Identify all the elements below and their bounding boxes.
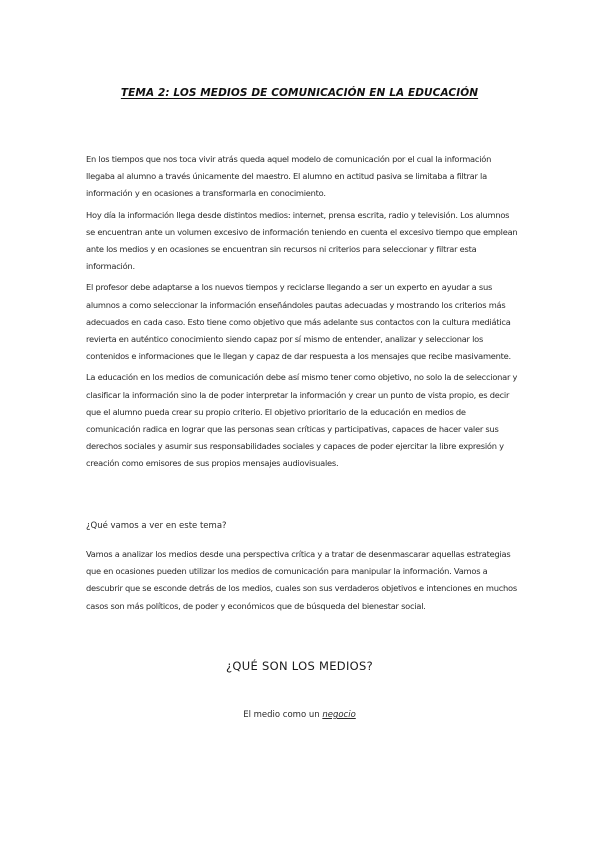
paragraph-2: Hoy día la información llega desde distintos medios: internet, prensa escrita, radio y televisión. Los alumnos se encuentran ante un volumen excesivo de información teniendo en cuenta el excesivo tiempo que emplean ante los medios y en ocasiones se encuentran sin recursos ni criterios para seleccionar y filtrar esta información.	[86, 209, 518, 272]
paragraph-4: La educación en los medios de comunicación debe así mismo tener como objetivo, no solo la de seleccionar y clasificar la información sino la de poder interpretar la información y crear un punto de vista propio, es decir que el alumno pueda crear su propio criterio. El objetivo prioritario de la educación en medios de comunicación radica en lograr que las personas sean críticas y participativas, capaces de hacer valer sus derechos sociales y asumir sus responsabilidades sociales y capaces de poder ejercitar la libre expresión y creación como emisores de sus propios mensajes audiovisuales.	[86, 372, 518, 469]
subheading-emphasis: negocio	[322, 710, 356, 720]
page-title: TEMA 2: LOS MEDIOS DE COMUNICACIÓN EN LA EDUCACIÓN	[120, 87, 479, 99]
paragraph-3: El profesor debe adaptarse a los nuevos tiempos y reciclarse llegando a ser un experto en ayudar a sus alumnos a como seleccionar la información enseñándoles pautas adecuadas y mostrando los criterios más adecuados en cada caso. Esto tiene como objetivo que más adelante sus contactos con la cultura mediática revierta en auténtico conocimiento siendo capaz por sí mismo de entender, analizar y seleccionar los contenidos e informaciones que le llegan y capaz de dar respuesta a los mensajes que recibe masivamente.	[86, 282, 511, 362]
subheading	[0, 710, 599, 720]
question-section	[86, 546, 518, 619]
paragraph-5: Vamos a analizar los medios desde una perspectiva crítica y a tratar de desenmascarar aquellas estrategias que en ocasiones pueden utilizar los medios de comunicación para manipular la información. Vamos a descubrir que se esconde detrás de los medios, cuales son sus verdaderos objetivos e intenciones en muchos casos son más políticos, de poder y económicos que de búsqueda del bienestar social.	[86, 549, 517, 611]
subheading-prefix: El medio como un	[243, 710, 323, 720]
intro-section	[86, 151, 518, 477]
paragraph-1: En los tiempos que nos toca vivir atrás queda aquel modelo de comunicación por el cual la información llegaba al alumno a través únicamente del maestro. El alumno en actitud pasiva se limitaba a filtrar la información y en ocasiones a transformarla en conocimiento.	[86, 154, 492, 199]
section-question: ¿Qué vamos a ver en este tema?	[86, 521, 227, 531]
section-heading: ¿QUÉ SON LOS MEDIOS?	[226, 659, 373, 673]
